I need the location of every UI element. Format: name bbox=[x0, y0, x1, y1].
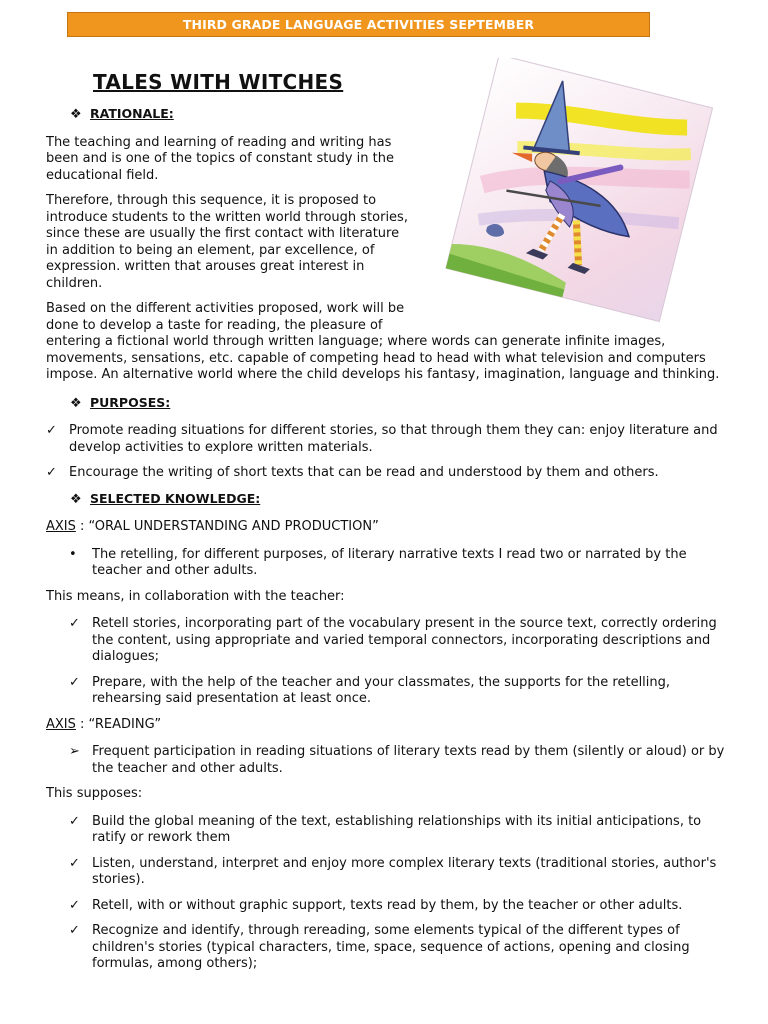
diamond-bullet-icon: ❖ bbox=[70, 395, 82, 411]
bullet-icon: • bbox=[69, 546, 77, 562]
section-heading-rationale bbox=[70, 106, 726, 124]
diamond-bullet-icon: ❖ bbox=[70, 491, 82, 507]
check-icon: ✓ bbox=[69, 813, 80, 829]
axis-1-list bbox=[46, 547, 726, 580]
check-icon: ✓ bbox=[46, 465, 57, 480]
heading-text: PURPOSES: bbox=[90, 394, 171, 410]
list-item bbox=[46, 616, 726, 666]
list-item-text: Retell, with or without graphic support, texts read by them, by the teacher or other adults. bbox=[92, 897, 683, 913]
list-item-text: The retelling, for different purposes, of literary narrative texts I read two or narrated by the teacher and other adults. bbox=[92, 546, 687, 578]
rationale-paragraph-3b: entering a fictional world through written language; where words can generate infinite images, movements, sensations, etc. capable of competing head to head with what television and computers impose. An alternative world where the child develops his fantasy, imagination, language and thinking. bbox=[46, 334, 720, 382]
check-icon: ✓ bbox=[69, 897, 80, 913]
means-list bbox=[46, 616, 726, 708]
heading-text: SELECTED KNOWLEDGE: bbox=[90, 490, 261, 506]
check-icon: ✓ bbox=[46, 423, 57, 438]
list-item-text: Listen, understand, interpret and enjoy more complex literary texts (traditional stories, author's stories). bbox=[92, 855, 717, 887]
page-title: TALES WITH WITCHES bbox=[93, 70, 344, 94]
document-body bbox=[46, 106, 726, 982]
section-heading-knowledge bbox=[70, 491, 726, 509]
list-item-text: Prepare, with the help of the teacher and your classmates, the supports for the retelling, rehearsing said presentation at least once. bbox=[92, 674, 671, 706]
rationale-paragraph-1: The teaching and learning of reading and writing has been and is one of the topics of constant study in the educational field. bbox=[46, 134, 394, 183]
list-item-text: Recognize and identify, through rereading, some elements typical of the different types of children's stories (typical characters, time, space, sequence of actions, opening and closing formulas, among others); bbox=[92, 923, 690, 971]
list-item-text: Frequent participation in reading situations of literary texts read by them (silently or aloud) or by the teacher and other adults. bbox=[92, 744, 725, 776]
list-item-text: Encourage the writing of short texts that can be read and understood by them and others. bbox=[69, 465, 659, 480]
axis-label: AXIS bbox=[46, 519, 76, 534]
axis-title: : “ORAL UNDERSTANDING AND PRODUCTION” bbox=[75, 519, 379, 534]
check-icon: ✓ bbox=[69, 674, 80, 690]
axis-title: : “READING” bbox=[75, 716, 162, 732]
axis-2-heading bbox=[46, 717, 726, 734]
list-item-text: Retell stories, incorporating part of the vocabulary present in the source text, correctly ordering the content, using appropriate and varied temporal connectors, incorporating descriptions and dialogues; bbox=[92, 616, 717, 664]
list-item bbox=[46, 923, 726, 973]
heading-text: RATIONALE: bbox=[90, 106, 174, 121]
axis-2-list bbox=[46, 744, 726, 777]
header-banner: THIRD GRADE LANGUAGE ACTIVITIES SEPTEMBER bbox=[67, 12, 650, 37]
list-item bbox=[46, 465, 726, 482]
list-item bbox=[46, 423, 726, 456]
rationale-paragraph-2: Therefore, through this sequence, it is proposed to introduce students to the written world through stories, since these are usually the first contact with literature in addition to being an element, par excellence, of expression. written that arouses great interest in children. bbox=[46, 193, 408, 291]
purposes-list bbox=[46, 423, 726, 482]
check-icon: ✓ bbox=[69, 855, 80, 871]
means-paragraph: This means, in collaboration with the teacher: bbox=[46, 588, 345, 604]
list-item bbox=[46, 744, 726, 777]
section-heading-purposes bbox=[70, 395, 726, 413]
supposes-list bbox=[46, 814, 726, 973]
list-item bbox=[46, 547, 726, 580]
list-item bbox=[46, 898, 726, 915]
list-item bbox=[46, 814, 726, 847]
arrow-bullet-icon: ➢ bbox=[69, 744, 80, 759]
axis-1-heading bbox=[46, 519, 726, 536]
list-item-text: Build the global meaning of the text, establishing relationships with its initial anticipations, to ratify or rework them bbox=[92, 813, 702, 845]
list-item bbox=[46, 675, 726, 708]
axis-label: AXIS bbox=[46, 716, 76, 732]
diamond-bullet-icon: ❖ bbox=[70, 107, 82, 122]
rationale-paragraph-3a: Based on the different activities proposed, work will be done to develop a taste for reading, the pleasure of bbox=[46, 301, 405, 333]
check-icon: ✓ bbox=[69, 923, 80, 938]
list-item bbox=[46, 856, 726, 889]
check-icon: ✓ bbox=[69, 616, 80, 631]
list-item-text: Promote reading situations for different stories, so that through them they can: enjoy literature and develop activities to explore written materials. bbox=[69, 423, 718, 455]
supposes-paragraph: This supposes: bbox=[46, 786, 143, 801]
